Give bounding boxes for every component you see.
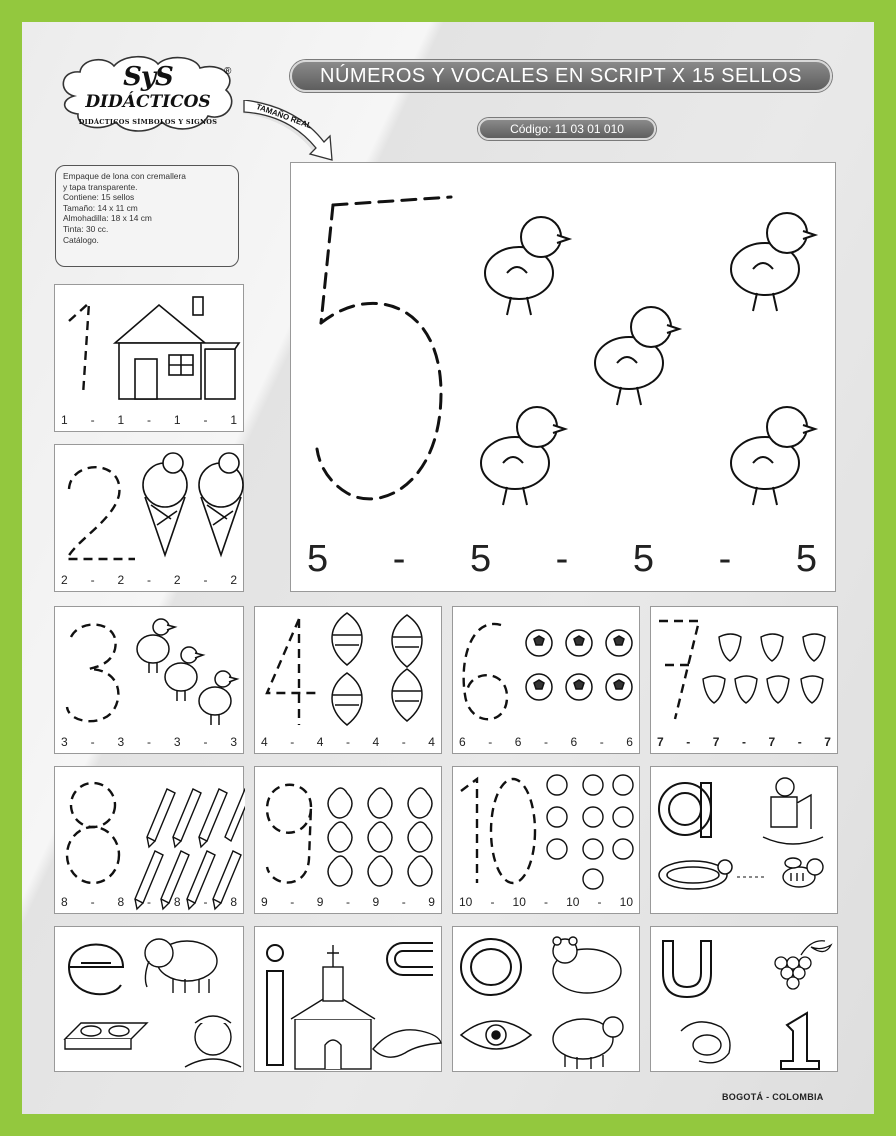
soccer-ball-icon [526, 630, 632, 700]
apple-icon [547, 775, 633, 889]
stove-icon [65, 1023, 147, 1049]
stamp-sequence: 9 - 9 - 9 - 9 [261, 895, 435, 909]
finger-nail-icon [681, 1022, 730, 1063]
logo-tagline: DIDÁCTICOS SÍMBOLOS Y SIGNOS [78, 118, 218, 126]
stamp-sequence: 4 - 4 - 4 - 4 [261, 735, 435, 749]
brand-logo [54, 52, 242, 138]
stamp-sequence: 7 - 7 - 7 - 7 [657, 735, 831, 749]
info-line: Empaque de lona con cremallera [63, 171, 186, 181]
grandmother-rocking-chair-icon [763, 778, 823, 844]
stamp-card-10 [452, 766, 640, 914]
bee-icon [783, 858, 823, 887]
ring-icon [659, 860, 732, 889]
house-icon [115, 297, 239, 399]
dashed-number-5 [291, 163, 837, 593]
logo-brand-line1: SyS [123, 62, 173, 92]
stamp-sequence: 2 - 2 - 2 - 2 [61, 573, 237, 587]
product-code: Código: 11 03 01 010 [478, 118, 656, 140]
logo-brand-line2: DIDÁCTICOS [85, 92, 211, 112]
registered-mark: ® [224, 66, 232, 77]
stamp-card-e [54, 926, 244, 1072]
stamp-card-5 [290, 162, 836, 592]
info-line: Contiene: 15 sellos [63, 192, 135, 203]
product-info-box [55, 165, 239, 267]
stamp-card-u [650, 926, 838, 1072]
sheep-icon [553, 1017, 623, 1069]
info-line: Catálogo. [63, 234, 99, 245]
stamp-card-8 [54, 766, 244, 914]
stamp-sequence: 5 - 5 - 5 - 5 [307, 538, 817, 580]
strawberry-icon [703, 634, 825, 703]
church-icon [291, 945, 375, 1069]
eye-icon [461, 1021, 531, 1049]
number-one-icon [781, 1013, 819, 1069]
bear-icon [553, 937, 621, 993]
stamp-sequence: 10 - 10 - 10 - 10 [459, 895, 633, 909]
pear-icon [328, 788, 432, 886]
elephant-icon [145, 939, 217, 993]
pencil-icon [135, 789, 245, 909]
nurse-icon [185, 1016, 241, 1067]
stamp-card-7 [650, 606, 838, 754]
stamp-sequence: 8 - 8 - 8 - 8 [61, 895, 237, 909]
stamp-sequence: 3 - 3 - 3 - 3 [61, 735, 237, 749]
catalog-sheet [22, 22, 874, 1114]
info-line: y tapa transparente. [63, 181, 138, 192]
stamp-card-6 [452, 606, 640, 754]
stamp-sequence: 1 - 1 - 1 - 1 [61, 413, 237, 427]
info-line: Tinta: 30 cc. [63, 223, 109, 234]
stamp-sequence: 6 - 6 - 6 - 6 [459, 735, 633, 749]
magnet-icon [387, 943, 433, 975]
stamp-card-3 [54, 606, 244, 754]
stamp-card-9 [254, 766, 442, 914]
iguana-icon [373, 1030, 441, 1057]
spinning-top-icon [332, 613, 422, 725]
info-line: Tamaño: 14 x 11 cm [63, 202, 138, 213]
stamp-card-4 [254, 606, 442, 754]
duck-icon [137, 619, 237, 725]
size-note: TAMAÑO REAL [254, 102, 313, 131]
grapes-icon [775, 941, 831, 989]
stamp-card-2 [54, 444, 244, 592]
stamp-card-1 [54, 284, 244, 432]
footer-location: BOGOTÁ - COLOMBIA [722, 1092, 824, 1102]
stamp-card-o [452, 926, 640, 1072]
stamp-card-a [650, 766, 838, 914]
ice-cream-icon [143, 453, 243, 555]
page-title: NÚMEROS Y VOCALES EN SCRIPT X 15 SELLOS [290, 60, 832, 92]
stamp-card-i [254, 926, 442, 1072]
info-line: Almohadilla: 18 x 14 cm [63, 213, 152, 224]
chick-icon [481, 213, 815, 505]
